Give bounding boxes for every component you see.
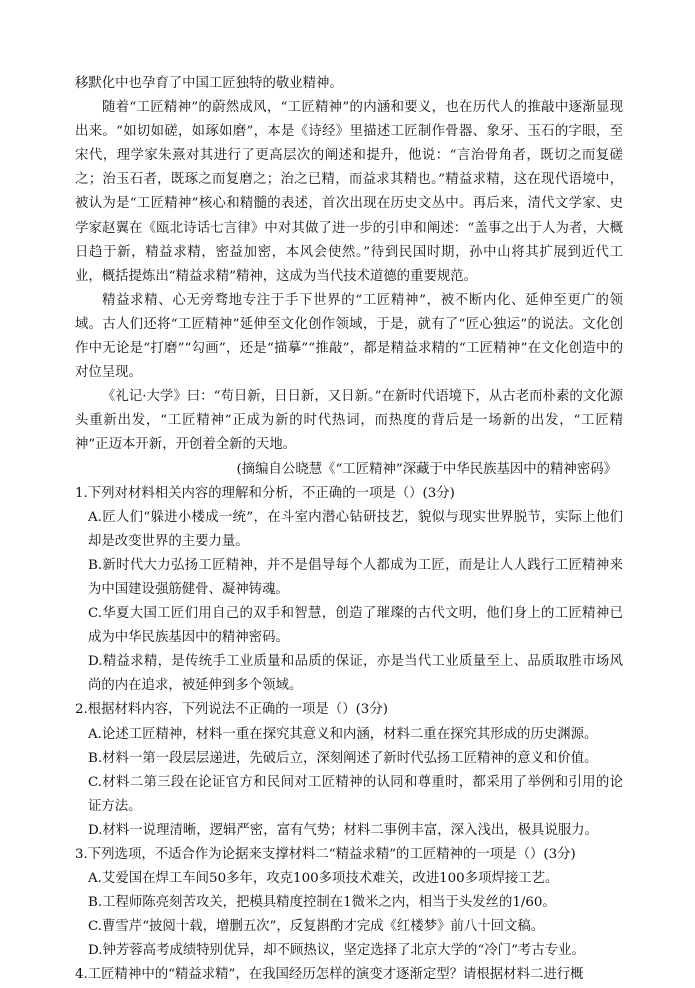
- question-3-option-c: C.曹雪芹“披阅十载，增删五次”，反复斟酌才完成《红楼梦》前八十回文稿。: [88, 919, 545, 935]
- question-4: [75, 963, 623, 987]
- passage-paragraph-1: 随着“工匠精神”的蔚然成风，“工匠精神”的内涵和要义，也在历代人的推敲中逐渐显现出来。“如切如磋，如琢如磨”，本是《诗经》里描述工匠制作骨器、象牙、玉石的字眼，至宋代，理学家朱熹对其进行了更高层次的阐述和提升，他说：“言治骨角者，既切之而复磋之；治玉石者，既琢之而复磨之；治之已精，而益求其精也。”精益求精，这在现代语境中，被认为是“工匠精神”核心和精髓的表述，首次出现在历史文丛中。再后来，清代文学家、史学家赵翼在《瓯北诗话七言律》中对其做了进一步的引申和阐述：“盖事之出于人为者，大概日趋于新，精益求精，密益加密，本风会使然。”待到民国时期，孙中山将其扩展到近代工业，概括提炼出“精益求精”精神，这成为当代技术道德的重要规范。: [75, 100, 623, 284]
- question-3-stem: 3.下列选项，不适合作为论据来支撑材料二“精益求精”的工匠精神的一项是（）(3分): [75, 847, 576, 862]
- passage-source: (摘编自公晓慧《“工匠精神”深藏于中华民族基因中的精神密码》: [236, 461, 617, 477]
- question-2-option-b: B.材料一第一段层层递进，先破后立，深刻阐述了新时代弘扬工匠精神的意义和价值。: [88, 750, 598, 766]
- question-3-option-a: A.艾爱国在焊工车间50多年，攻克100多项技术难关，改进100多项焊接工艺。: [88, 871, 559, 887]
- question-1-option-a: A.匠人们“躲进小楼成一统”，在斗室内潜心钻研技艺，貌似与现实世界脱节，实际上他们却是改变世界的主要力量。: [88, 509, 623, 549]
- question-3: [75, 843, 623, 963]
- question-2-option-d: D.材料一说理清晰，逻辑严密，富有气势；材料二事例丰富，深入浅出，极具说服力。: [88, 822, 598, 838]
- question-2: [75, 698, 623, 843]
- question-1: [75, 482, 623, 699]
- question-1-option-b: B.新时代大力弘扬工匠精神，并不是倡导每个人都成为工匠，而是让人人践行工匠精神来为中国建设强筋健骨、凝神铸魂。: [88, 557, 623, 597]
- question-2-option-c: C.材料二第三段在论证官方和民间对工匠精神的认同和尊重时，都采用了举例和引用的论证方法。: [88, 774, 623, 814]
- passage: [75, 72, 623, 482]
- question-2-stem: 2.根据材料内容，下列说法不正确的一项是（）(3分): [75, 702, 388, 718]
- question-1-stem: 1.下列对材料相关内容的理解和分析，不正确的一项是（）(3分): [75, 485, 455, 501]
- question-3-option-b: B.工程师陈亮刻苦攻关，把模具精度控制在1微米之内，相当于头发丝的1/60。: [88, 895, 556, 911]
- question-1-option-d: D.精益求精，是传统手工业质量和品质的保证，亦是当代工业质量至上、品质取胜市场风尚的内在追求，被延伸到多个领域。: [88, 654, 623, 694]
- passage-paragraph-3: 《礼记·大学》曰：“苟日新，日日新，又日新。”在新时代语境下，从古老而朴素的文化源头重新出发，“工匠精神”正成为新的时代热词，而热度的背后是一场新的出发，“工匠精神”正迈本开新，开创着全新的天地。: [75, 389, 623, 453]
- question-2-option-a: A.论述工匠精神，材料一重在探究其意义和内涵，材料二重在探究其形成的历史渊源。: [88, 726, 598, 742]
- question-3-option-d: D.钟芳蓉高考成绩特别优异，却不顾热议，坚定选择了北京大学的“冷门”考古专业。: [88, 943, 585, 959]
- question-4-stem: 4.工匠精神中的“精益求精”，在我国经历怎样的演变才逐渐定型？请根据材料二进行概: [75, 967, 584, 983]
- passage-paragraph-0: 移默化中也孕育了中国工匠独特的敬业精神。: [75, 76, 343, 91]
- passage-paragraph-2: 精益求精、心无旁骛地专注于手下世界的“工匠精神”，被不断内化、延伸至更广的领域。古人们还将“工匠精神”延伸至文化创作领域，于是，就有了“匠心独运”的说法。文化创作中无论是“打磨”“勾画”，还是“描摹”“推敲”，都是精益求精的“工匠精神”在文化创造中的对位呈现。: [75, 292, 623, 381]
- question-1-option-c: C.华夏大国工匠们用自己的双手和智慧，创造了璀璨的古代文明，他们身上的工匠精神已成为中华民族基因中的精神密码。: [88, 606, 623, 646]
